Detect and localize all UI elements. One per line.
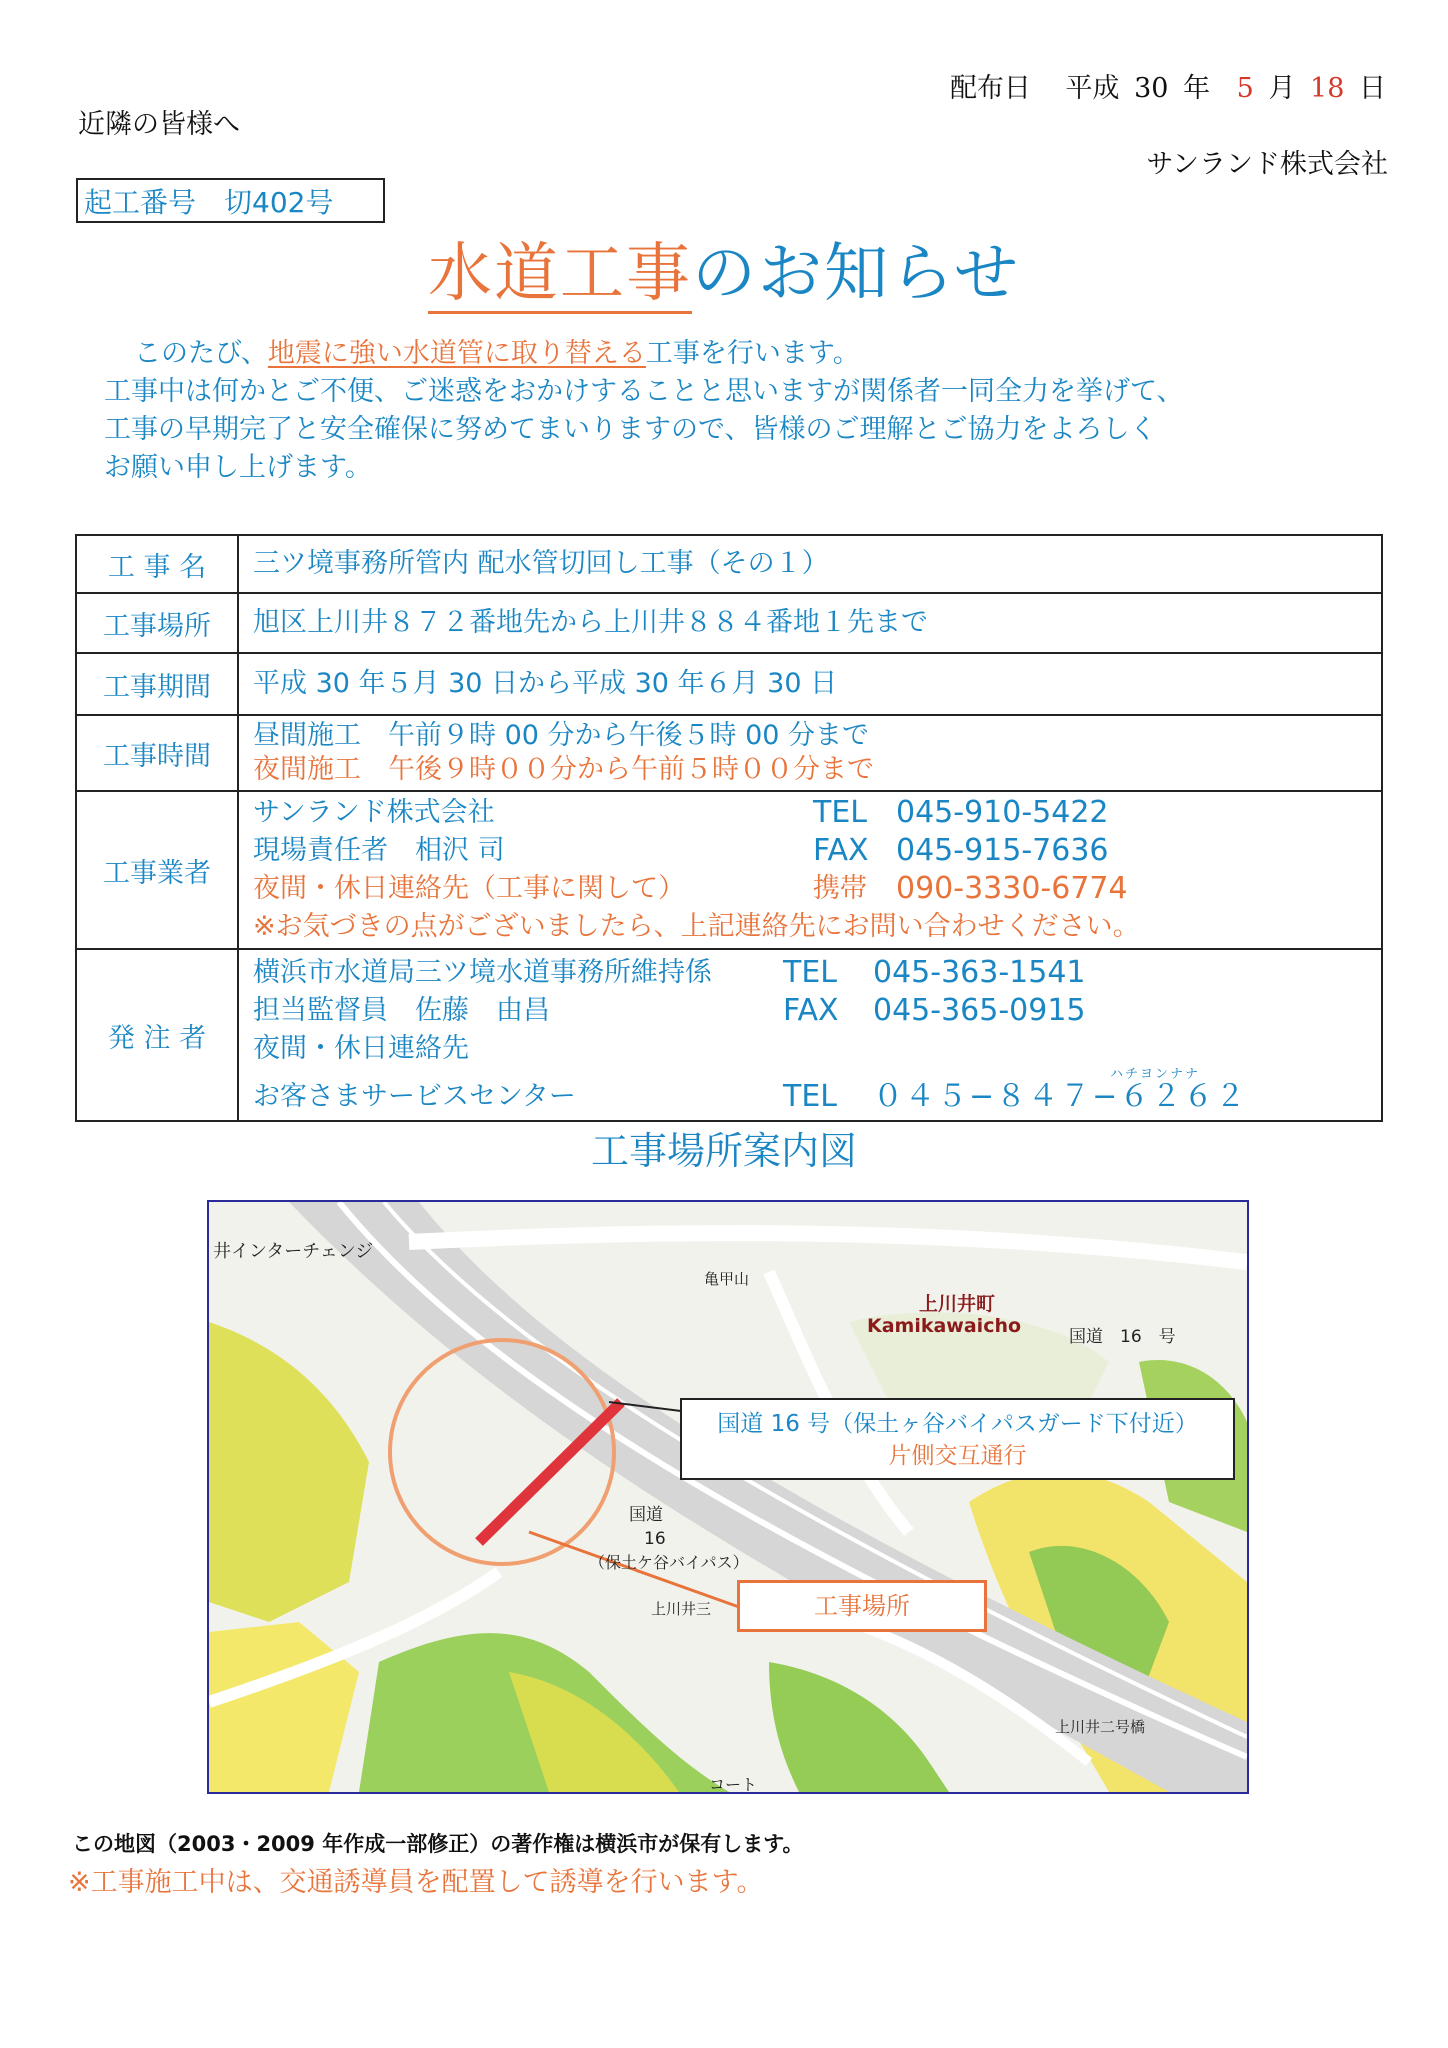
label-client: 発 注 者 bbox=[76, 949, 238, 1121]
contractor-fax-label: FAX bbox=[813, 833, 869, 868]
map-title: 工事場所案内図 bbox=[590, 1129, 857, 1173]
client-service-center: お客さまサービスセンター bbox=[253, 1081, 576, 1112]
value-period bbox=[238, 653, 1382, 715]
label-place: 工事場所 bbox=[76, 593, 238, 653]
contractor-tel-label: TEL bbox=[813, 795, 867, 830]
label-bypass: （保土ケ谷バイパス） bbox=[589, 1553, 749, 1572]
label-road-num: 16 bbox=[644, 1529, 666, 1549]
route-callout-title: 国道 16 号（保土ヶ谷バイパスガード下付近） bbox=[717, 1411, 1198, 1437]
label-contractor: 工事業者 bbox=[76, 791, 238, 949]
project-number: 起工番号 切402号 bbox=[76, 178, 385, 223]
contractor-note: ※お気づきの点がございましたら、上記連絡先にお問い合わせください。 bbox=[253, 911, 1140, 942]
site-callout: 工事場所 bbox=[737, 1580, 987, 1632]
row-name bbox=[76, 535, 1382, 593]
client-service-tel-label: TEL bbox=[783, 1079, 837, 1114]
client-line-2 bbox=[253, 992, 1367, 1030]
distribution-label: 配布日 bbox=[949, 73, 1031, 104]
month-unit: 月 bbox=[1268, 73, 1296, 104]
label-kamegamo: 亀甲山 bbox=[704, 1270, 750, 1288]
addressee: 近隣の皆様へ bbox=[78, 109, 240, 140]
label-hours: 工事時間 bbox=[76, 715, 238, 791]
client-line-4 bbox=[253, 1067, 1367, 1116]
contractor-tel: 045-910-5422 bbox=[896, 795, 1109, 830]
value-place bbox=[238, 593, 1382, 653]
intro-paragraph bbox=[104, 335, 1344, 487]
row-period bbox=[76, 653, 1382, 715]
distribution-date bbox=[944, 66, 1386, 105]
client-fax-label: FAX bbox=[783, 993, 839, 1028]
place-value-text: 旭区上川井８７２番地先から上川井８８４番地１先まで bbox=[253, 607, 928, 638]
label-period: 工事期間 bbox=[76, 653, 238, 715]
intro-line-1 bbox=[104, 335, 1344, 373]
distribution-era: 平成 bbox=[1065, 73, 1120, 104]
site-map bbox=[207, 1200, 1249, 1794]
contractor-line-3 bbox=[253, 870, 1367, 908]
page-title bbox=[0, 222, 1448, 314]
client-fax: 045-365-0915 bbox=[873, 993, 1086, 1028]
client-supervisor: 担当監督員 佐藤 由昌 bbox=[253, 995, 550, 1026]
map-copyright: この地図（2003・2009 年作成一部修正）の著作権は横浜市が保有します。 bbox=[72, 1832, 804, 1856]
row-hours bbox=[76, 715, 1382, 791]
map-graphic bbox=[209, 1202, 1247, 1792]
distribution-month: 5 bbox=[1236, 73, 1254, 104]
client-service-ruby: ハチヨンナナ bbox=[1110, 1067, 1201, 1082]
period-value-text: 平成 30 年５月 30 日から平成 30 年６月 30 日 bbox=[253, 668, 838, 699]
contractor-company: サンランド株式会社 bbox=[253, 797, 495, 828]
intro-l1-underlined: 地震に強い水道管に取り替える bbox=[267, 338, 646, 369]
day-unit: 日 bbox=[1359, 73, 1386, 104]
value-hours bbox=[238, 715, 1382, 791]
contractor-mobile-label: 携帯 bbox=[813, 873, 867, 904]
value-client bbox=[238, 949, 1382, 1121]
route-callout bbox=[680, 1398, 1235, 1480]
client-tel: 045-363-1541 bbox=[873, 955, 1086, 990]
distribution-year: 30 bbox=[1134, 73, 1169, 104]
client-tel-label: TEL bbox=[783, 955, 837, 990]
row-client bbox=[76, 949, 1382, 1121]
issuer-company: サンランド株式会社 bbox=[1146, 149, 1388, 180]
route-callout-sub: 片側交互通行 bbox=[888, 1443, 1027, 1469]
client-night-contact: 夜間・休日連絡先 bbox=[253, 1033, 469, 1064]
label-bridge: 上川井二号橋 bbox=[1055, 1718, 1146, 1736]
intro-line-2: 工事中は何かとご不便、ご迷惑をおかけすることと思いますが関係者一同全力を挙げて、 bbox=[104, 376, 1184, 407]
row-contractor bbox=[76, 791, 1382, 949]
label-route16-top: 国道 16 号 bbox=[1069, 1327, 1176, 1347]
contractor-line-1 bbox=[253, 794, 1367, 832]
label-name: 工 事 名 bbox=[76, 535, 238, 593]
intro-line-4: お願い申し上げます。 bbox=[104, 452, 372, 483]
contractor-mobile: 090-3330-6774 bbox=[896, 871, 1128, 906]
label-court: コート bbox=[709, 1775, 758, 1792]
contractor-line-2 bbox=[253, 832, 1367, 870]
hours-night-text: 夜間施工 午後９時００分から午前５時００分まで bbox=[253, 754, 874, 785]
intro-l1-a: このたび、 bbox=[134, 338, 268, 369]
info-table bbox=[75, 534, 1383, 1122]
client-org: 横浜市水道局三ツ境水道事務所維持係 bbox=[253, 957, 712, 988]
name-value-text: 三ツ境事務所管内 配水管切回し工事（その１） bbox=[253, 548, 829, 579]
label-road-name: 国道 bbox=[629, 1505, 663, 1525]
contractor-fax: 045-915-7636 bbox=[896, 833, 1109, 868]
label-town-jp: 上川井町 bbox=[919, 1293, 996, 1315]
title-highlight: 水道工事 bbox=[428, 237, 692, 314]
client-line-1 bbox=[253, 954, 1367, 992]
label-kamikawai3: 上川井三 bbox=[651, 1600, 712, 1618]
hours-day-text: 昼間施工 午前９時 00 分から午後５時 00 分まで bbox=[253, 720, 870, 751]
contractor-night-contact: 夜間・休日連絡先（工事に関して） bbox=[253, 873, 685, 904]
client-service-tel: ０４５−８４７−６２６２ bbox=[873, 1079, 1248, 1114]
title-rest: のお知らせ bbox=[691, 237, 1021, 311]
traffic-notice: ※工事施工中は、交通誘導員を配置して誘導を行います。 bbox=[68, 1867, 764, 1898]
intro-l1-b: 工事を行います。 bbox=[645, 338, 860, 369]
row-place bbox=[76, 593, 1382, 653]
label-interchange: 井インターチェンジ bbox=[213, 1241, 374, 1262]
distribution-day: 18 bbox=[1310, 73, 1345, 104]
value-contractor bbox=[238, 791, 1382, 949]
contractor-manager: 現場責任者 相沢 司 bbox=[253, 835, 505, 866]
year-unit: 年 bbox=[1183, 73, 1211, 104]
label-town-en: Kamikawaicho bbox=[867, 1315, 1022, 1337]
value-name bbox=[238, 535, 1382, 593]
intro-line-3: 工事の早期完了と安全確保に努めてまいりますので、皆様のご理解とご協力をよろしく bbox=[104, 414, 1157, 445]
